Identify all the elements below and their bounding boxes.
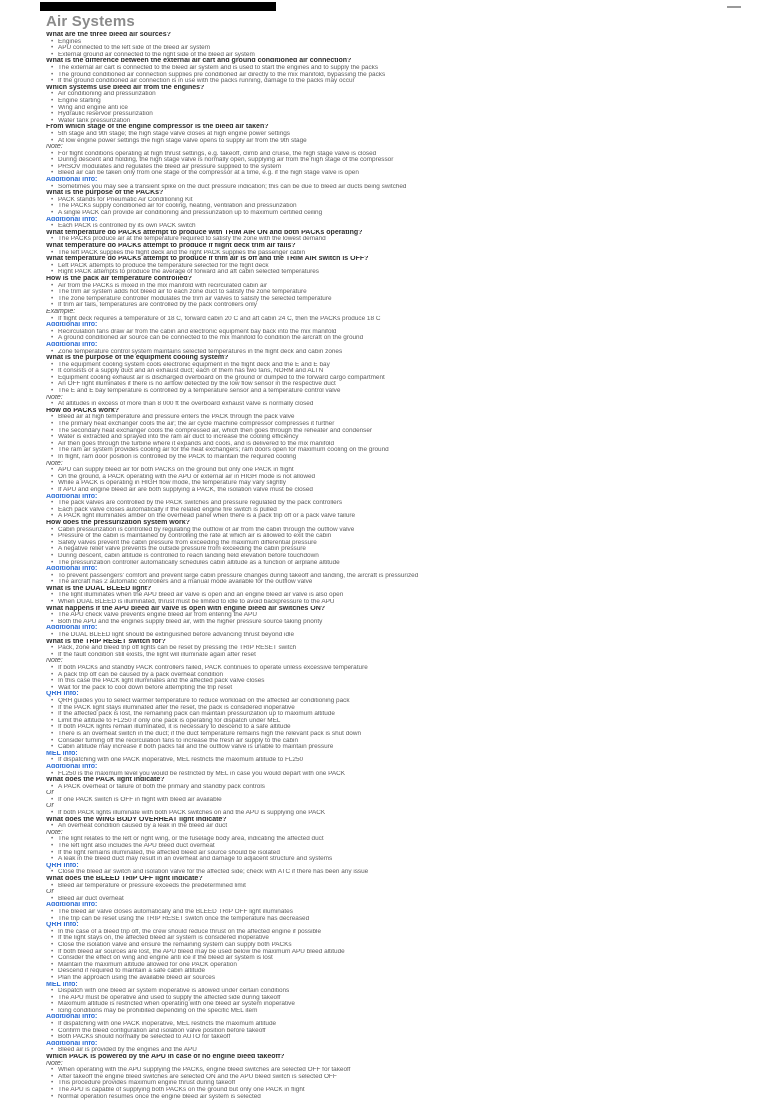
bullet-item: • Recirculation fans draw air from the cabin and electronic equipment bay back into the mix manifold bbox=[46, 329, 722, 336]
note-label: Or bbox=[46, 803, 54, 810]
question-heading: What temperature do PACKs attempt to produce if flight deck trim air fails? bbox=[46, 243, 296, 249]
note-label: Or bbox=[46, 790, 54, 797]
bullet-item: • Cabin pressurization is controlled by regulating the outflow of air from the cabin through the outflow valve bbox=[46, 527, 722, 534]
bullet-item: • Icing conditions may be prohibited depending on the specific MEL item bbox=[46, 1008, 722, 1015]
question-heading: How does the pressurization system work? bbox=[46, 519, 190, 526]
bullet-item: • The secondary heat exchanger cools the compressed air, which then goes through the reheater and condenser bbox=[46, 428, 722, 435]
question-heading: What does the PACK light indicate? bbox=[46, 777, 165, 784]
bullet-item: • Plan the approach using the available bleed air sources bbox=[46, 975, 722, 982]
bullet-item: • Bleed air at high temperature and pressure enters the PACK through the pack valve bbox=[46, 414, 722, 421]
note-label: Note: bbox=[46, 1060, 63, 1067]
bullet-item: • Bleed air is provided by the engines and the APU bbox=[46, 1047, 722, 1054]
bullet-item: • FL250 is the maximum level you would be restricted by MEL in case you would depart with one PACK bbox=[46, 771, 722, 778]
bullet-item: • In the case of a bleed trip off, the crew should reduce thrust on the affected engine if possible bbox=[46, 929, 722, 936]
bullet-item: • QRH guides you to select warmer temperature to reduce workload on the affected air conditioning pack bbox=[46, 698, 722, 705]
bullet-item: • External ground air connected to the right side of the bleed air system bbox=[46, 52, 722, 59]
page-title: Air Systems bbox=[46, 13, 135, 30]
bullet-item: • If the light remains illuminated, the affected bleed air source should be isolated bbox=[46, 850, 722, 857]
section-label: Additional Info: bbox=[46, 1040, 98, 1047]
bullet-item: • Right PACK attempts to produce the average of forward and aft cabin selected temperatures bbox=[46, 269, 722, 276]
bullet-item: • At low engine power settings the high stage valve opens to supply air from the 9th stage bbox=[46, 138, 722, 145]
bullet-item: • Pressure of the cabin is maintained by controlling the rate at which air is allowed to exit the cabin bbox=[46, 533, 722, 540]
question-heading: What is the purpose of the PACKs? bbox=[46, 190, 164, 197]
bullet-item: • Safety valves prevent the cabin pressure from exceeding the maximum differential pressure bbox=[46, 540, 722, 547]
bullet-item: • Each PACK is controlled by its own PACK switch bbox=[46, 223, 722, 230]
bullet-item: • APU connected to the left side of the bleed air system bbox=[46, 45, 722, 52]
question-heading: How is the pack air temperature controlled? bbox=[46, 275, 192, 282]
bullet-item: • If one PACK switch is OFF in flight with bleed air available bbox=[46, 797, 722, 804]
bullet-item: • Maximum altitude is restricted when operating with one bleed air system inoperative bbox=[46, 1001, 722, 1008]
bullet-item: • For flight conditions operating at high thrust settings, e.g. takeoff, climb and cruise, the high stage valve is closed bbox=[46, 151, 722, 158]
section-label: Additional Info: bbox=[46, 341, 98, 348]
question-heading: Which systems use bleed air from the engines? bbox=[46, 84, 205, 91]
section-label: QRH Info: bbox=[46, 922, 79, 929]
section-label: Additional Info: bbox=[46, 902, 98, 909]
bullet-item: • In this case the PACK light illuminates and the affected pack valve closes bbox=[46, 678, 722, 685]
note-label: Note: bbox=[46, 829, 63, 836]
bullet-item: • The left PACK supplies the flight deck and the right PACK supplies the passenger cabin bbox=[46, 250, 722, 257]
bullet-item: • A leak in the bleed duct may result in an overheat and damage to adjacent structure and systems bbox=[46, 856, 722, 863]
bullet-item: • Bleed air can be taken only from one stage of the compressor at a time, e.g. if the high stage valve is open bbox=[46, 170, 722, 177]
section-label: Additional Info: bbox=[46, 322, 98, 329]
section-label: MEL Info: bbox=[46, 981, 78, 988]
bullet-item: • There is an overheat switch in the duct; if the duct temperature remains high the relevant pack is shut down bbox=[46, 731, 722, 738]
bullet-item: • Water is extracted and sprayed into the ram air duct to increase the cooling efficiency bbox=[46, 434, 722, 441]
bullet-item: • A single PACK can provide air conditioning and pressurization up to maximum certified ceiling bbox=[46, 210, 722, 217]
section-label: Additional Info: bbox=[46, 1014, 98, 1021]
bullet-item: • The ground conditioned air connection supplies pre conditioned air directly to the mix manifold, bypassing the packs bbox=[46, 72, 722, 79]
section-label: QRH Info: bbox=[46, 691, 79, 698]
bullet-item: • The pressurization controller automatically schedules cabin altitude as a function of airplane altitude bbox=[46, 560, 722, 567]
bullet-item: • Consider turning off the recirculation fans to increase the fresh air supply to the cabin bbox=[46, 738, 722, 745]
note-label: Note: bbox=[46, 460, 63, 467]
bullet-item: • The light illuminates when the APU bleed air valve is open and an engine bleed air valve is also open bbox=[46, 592, 722, 599]
bullet-item: • Left PACK attempts to produce the temperature selected for the flight deck bbox=[46, 263, 722, 270]
bullet-item: • A pack trip off can be caused by a pack overheat condition bbox=[46, 672, 722, 679]
question-heading: From which stage of the engine compressor is the bleed air taken? bbox=[46, 124, 269, 131]
bullet-item: • An OFF light illuminates if there is no airflow detected by the low flow sensor in the respective duct bbox=[46, 381, 722, 388]
section-label: Additional Info: bbox=[46, 216, 98, 223]
bullet-item: • PRSOV modulates and regulates the bleed air pressure supplied to the system bbox=[46, 164, 722, 171]
bullet-item: • A ground conditioned air source can be connected to the mix manifold to condition the aircraft on the ground bbox=[46, 335, 722, 342]
question-heading: What is the DUAL BLEED light? bbox=[46, 585, 152, 592]
bullet-item: • The bleed air valve closes automatically and the BLEED TRIP OFF light illuminates bbox=[46, 909, 722, 916]
bullet-item: • When DUAL BLEED is illuminated, thrust must be limited to idle to avoid backpressure to the APU bbox=[46, 599, 722, 606]
bullet-item: • On the ground, a PACK operating with the APU or external air in HIGH mode is not allowed bbox=[46, 474, 722, 481]
bullet-item: • Close the isolation valve and ensure the remaining system can supply both PACKs bbox=[46, 942, 722, 949]
bullet-item: • The light relates to the left or right wing, or the fuselage body area, indicating the affected duct bbox=[46, 836, 722, 843]
bullet-item: • Air then goes through the turbine where it expands and cools, and is delivered to the mix manifold bbox=[46, 441, 722, 448]
bullet-item: • If the ground conditioned air connection is in use with the packs running, damage to the packs may occur bbox=[46, 78, 722, 85]
section-label: Additional Info: bbox=[46, 177, 98, 184]
bullet-item: • If both PACKs and standby PACK controllers failed, PACK continues to operate unless excessive temperature bbox=[46, 665, 722, 672]
bullet-item: • Confirm the bleed configuration and isolation valve position before takeoff bbox=[46, 1028, 722, 1035]
bullet-item: • Normal operation resumes once the engine bleed air system is selected bbox=[46, 1094, 722, 1100]
bullet-item: • The PACKs supply conditioned air for cooling, heating, ventilation and pressurization bbox=[46, 203, 722, 210]
bullet-item: • An overheat condition caused by a leak in the bleed air duct bbox=[46, 823, 722, 830]
bullet-item: • Hydraulic reservoir pressurization bbox=[46, 111, 722, 118]
question-heading: Which PACK is powered by the APU in case of no engine bleed takeoff? bbox=[46, 1054, 285, 1061]
document-content bbox=[46, 32, 722, 1100]
bullet-item: • Engines bbox=[46, 39, 722, 46]
bullet-item: • The APU check valve prevents engine bleed air from entering the APU bbox=[46, 612, 722, 619]
bullet-item: • To prevent passengers' comfort and prevent large cabin pressure changes during takeoff and landing, the aircraft is pressurized bbox=[46, 573, 722, 580]
bullet-item: • Air from the PACKs is mixed in the mix manifold with recirculated cabin air bbox=[46, 283, 722, 290]
section-label: Additional Info: bbox=[46, 763, 98, 770]
bullet-item: • Wing and engine anti ice bbox=[46, 105, 722, 112]
bullet-item: • Sometimes you may see a transient spike on the duct pressure indication; this can be due to bleed air ducts being switched bbox=[46, 184, 722, 191]
bullet-item: • During descent and holding, the high stage valve is normally open, supplying air from the high stage of the compressor bbox=[46, 157, 722, 164]
bullet-item: • The aircraft has 2 automatic controllers and a manual mode available for the outflow valve bbox=[46, 579, 722, 586]
bullet-item: • If dispatching with one PACK inoperative, MEL restricts the maximum altitude bbox=[46, 1021, 722, 1028]
note-label: Note: bbox=[46, 658, 63, 665]
bullet-item: • The trim air system adds hot bleed air to each zone duct to satisfy the zone temperature bbox=[46, 289, 722, 296]
bullet-item: • Both PACKs should normally be selected to AUTO for takeoff bbox=[46, 1034, 722, 1041]
question-heading: What does the BLEED TRIP OFF light indicate? bbox=[46, 876, 203, 882]
bullet-item: • Consider the effect on wing and engine anti ice if the bleed air system is lost bbox=[46, 955, 722, 962]
bullet-item: • If the light stays on, the affected bleed air system is considered inoperative bbox=[46, 935, 722, 942]
bullet-item: • Equipment cooling exhaust air is discharged overboard on the ground or dumped to the forward cargo compartment bbox=[46, 375, 722, 382]
bullet-item: • The zone temperature controller modulates the trim air valves to satisfy the selected temperature bbox=[46, 296, 722, 303]
question-heading: What happens if the APU bleed air valve is open with engine bleed air switches ON? bbox=[46, 605, 326, 612]
bullet-item: • Maintain the maximum altitude allowed for one PACK operation bbox=[46, 962, 722, 969]
bullet-item: • In flight, ram door position is controlled by the PACK to maintain the required cooling bbox=[46, 454, 722, 461]
bullet-item: • The E and E bay temperature is controlled by a temperature sensor and a temperature control valve bbox=[46, 388, 722, 395]
bullet-item: • Zone temperature control system maintains selected temperatures in the flight deck and cabin zones bbox=[46, 349, 722, 356]
bullet-item: • Close the bleed air switch and isolation valve for the affected side; check with ATC if there has been any issue bbox=[46, 869, 722, 876]
bullet-item: • While a PACK is operating in HIGH flow mode, the temperature may vary slightly bbox=[46, 480, 722, 487]
bullet-item: • The trip can be reset using the TRIP RESET switch once the temperature has decreased bbox=[46, 916, 722, 923]
bullet-item: • Pack, zone and bleed trip off lights can be reset by pressing the TRIP RESET switch bbox=[46, 645, 722, 652]
bullet-item: • Wait for the pack to cool down before attempting the trip reset bbox=[46, 685, 722, 692]
bullet-item: • The PACKs produce air at the temperature required to satisfy the zone with the lowest demand bbox=[46, 236, 722, 243]
question-heading: What temperature do PACKs attempt to produce if trim air is off and the TRIM AIR switch is OFF? bbox=[46, 256, 369, 263]
bullet-item: • A PACK light illuminates amber on the overhead panel when there is a pack trip off or a pack valve failure bbox=[46, 513, 722, 520]
bullet-item: • Dispatch with one bleed air system inoperative is allowed under certain conditions bbox=[46, 988, 722, 995]
bullet-item: • Water tank pressurization bbox=[46, 118, 722, 125]
bullet-item: • Each pack valve closes automatically if the related engine fire switch is pulled bbox=[46, 507, 722, 514]
bullet-item: • A PACK overheat or failure of both the primary and standby pack controls bbox=[46, 784, 722, 791]
menu-icon[interactable] bbox=[727, 6, 741, 8]
bullet-item: • The ram air system provides cooling air for the heat exchangers; ram doors open for maximum cooling on the ground bbox=[46, 447, 722, 454]
bullet-item: • If the PACK light stays illuminated after the reset, the pack is considered inoperative bbox=[46, 705, 722, 712]
question-heading: What is the purpose of the equipment cooling system? bbox=[46, 355, 229, 362]
bullet-item: • APU can supply bleed air for both PACKs on the ground but only one PACK in flight bbox=[46, 467, 722, 474]
bullet-item: • 5th stage and 9th stage; the high stage valve closes at high engine power settings bbox=[46, 131, 722, 138]
bullet-item: • If both PACK lights illuminate with both PACK switches on and the APU is supplying one PACK bbox=[46, 810, 722, 817]
bullet-item: • The pack valves are controlled by the PACK switches and pressure regulated by the pack controllers bbox=[46, 500, 722, 507]
bullet-item: • This procedure provides maximum engine thrust during takeoff bbox=[46, 1080, 722, 1087]
bullet-item: • It consists of a supply duct and an exhaust duct; each of them has two fans, NORM and ALTN bbox=[46, 368, 722, 375]
bullet-item: • Both the APU and the engines supply bleed air, with the higher pressure source taking priority bbox=[46, 619, 722, 626]
bullet-item: • If dispatching with one PACK inoperative, MEL restricts the maximum altitude to FL250 bbox=[46, 757, 722, 764]
note-label: Example: bbox=[46, 308, 76, 315]
question-heading: How do PACKs work? bbox=[46, 407, 119, 414]
bullet-item: • If APU and engine bleed air are both supplying a PACK, the isolation valve must be closed bbox=[46, 487, 722, 494]
bullet-item: • Bleed air duct overheat bbox=[46, 896, 722, 903]
note-label: Note: bbox=[46, 144, 63, 151]
section-label: Additional Info: bbox=[46, 625, 98, 632]
section-label: Additional Info: bbox=[46, 566, 98, 573]
note-label: Note: bbox=[46, 394, 63, 401]
bullet-item: • Bleed air temperature or pressure exceeds the predetermined limit bbox=[46, 883, 722, 890]
note-label: Or bbox=[46, 889, 54, 896]
bullet-item: • The APU is capable of supplying both PACKs on the ground but only one PACK in flight bbox=[46, 1087, 722, 1094]
bullet-item: • If flight deck requires a temperature of 18 C, forward cabin 20 C and aft cabin 24 C, then the PACKs produce 18 C bbox=[46, 316, 722, 323]
bullet-item: • If trim air fails, temperatures are controlled by the pack controllers only bbox=[46, 302, 722, 309]
bullet-item: • The equipment cooling system cools electronic equipment in the flight deck and the E and E bay bbox=[46, 362, 722, 369]
document-body bbox=[46, 14, 722, 1100]
bullet-item: • When operating with the APU supplying the PACKs, engine bleed switches are selected OFF for takeoff bbox=[46, 1067, 722, 1074]
question-heading: What does the WING BODY OVERHEAT light indicate? bbox=[46, 816, 227, 823]
bullet-item: • The external air cart is connected to the bleed air system and is used to start the engines and to supply the packs bbox=[46, 65, 722, 72]
bullet-item: • Engine starting bbox=[46, 98, 722, 105]
section-label: Additional Info: bbox=[46, 493, 98, 500]
bullet-item: • Limit the altitude to FL250 if only one pack is operating for dispatch under MEL bbox=[46, 718, 722, 725]
bullet-item: • The DUAL BLEED light should be extinguished before advancing thrust beyond idle bbox=[46, 632, 722, 639]
bullet-item: • If the affected pack is lost, the remaining pack can maintain pressurization up to maximum altitude bbox=[46, 711, 722, 718]
redacted-bar bbox=[40, 2, 276, 11]
bullet-item: • If both bleed air sources are lost, the APU bleed may be used below the maximum APU bleed altitude bbox=[46, 949, 722, 956]
bullet-item: • If both PACK lights remain illuminated, it is necessary to descend to a safe altitude bbox=[46, 724, 722, 731]
question-heading: What is the TRIP RESET switch for? bbox=[46, 638, 166, 645]
bullet-item: • The primary heat exchanger cools the air; the air cycle machine compressor compresses it further bbox=[46, 421, 722, 428]
bullet-item: • The APU must be operative and used to supply the affected side during takeoff bbox=[46, 995, 722, 1002]
question-heading: What are the three bleed air sources? bbox=[46, 32, 171, 38]
question-heading: What temperature do PACKs attempt to produce with TRIM AIR ON and both PACKs operating? bbox=[46, 229, 363, 236]
question-heading: What is the difference between the external air cart and ground conditioned air connection? bbox=[46, 58, 352, 65]
section-label: QRH Info: bbox=[46, 862, 79, 869]
bullet-item: • If the fault condition still exists, the light will illuminate again after reset bbox=[46, 652, 722, 659]
bullet-item: • Descend if required to maintain a safe cabin altitude bbox=[46, 968, 722, 975]
bullet-item: • PACK stands for Pneumatic Air Conditioning Kit bbox=[46, 197, 722, 204]
bullet-item: • At altitudes in excess of more than 8 000 ft the overboard exhaust valve is normally closed bbox=[46, 401, 722, 408]
bullet-item: • Air conditioning and pressurization bbox=[46, 91, 722, 98]
section-label: MEL Info: bbox=[46, 750, 78, 757]
bullet-item: • The left light also includes the APU bleed duct overheat bbox=[46, 843, 722, 850]
bullet-item: • After takeoff the engine bleed switches are selected ON and the APU bleed switch is selected OFF bbox=[46, 1074, 722, 1081]
bullet-item: • A negative relief valve prevents the outside pressure from exceeding the cabin pressure bbox=[46, 546, 722, 553]
bullet-item: • During descent, cabin altitude is controlled to reach landing field elevation before touchdown bbox=[46, 553, 722, 560]
bullet-item: • Cabin altitude may increase if both packs fail and the outflow valve is unable to maintain pressure bbox=[46, 744, 722, 751]
